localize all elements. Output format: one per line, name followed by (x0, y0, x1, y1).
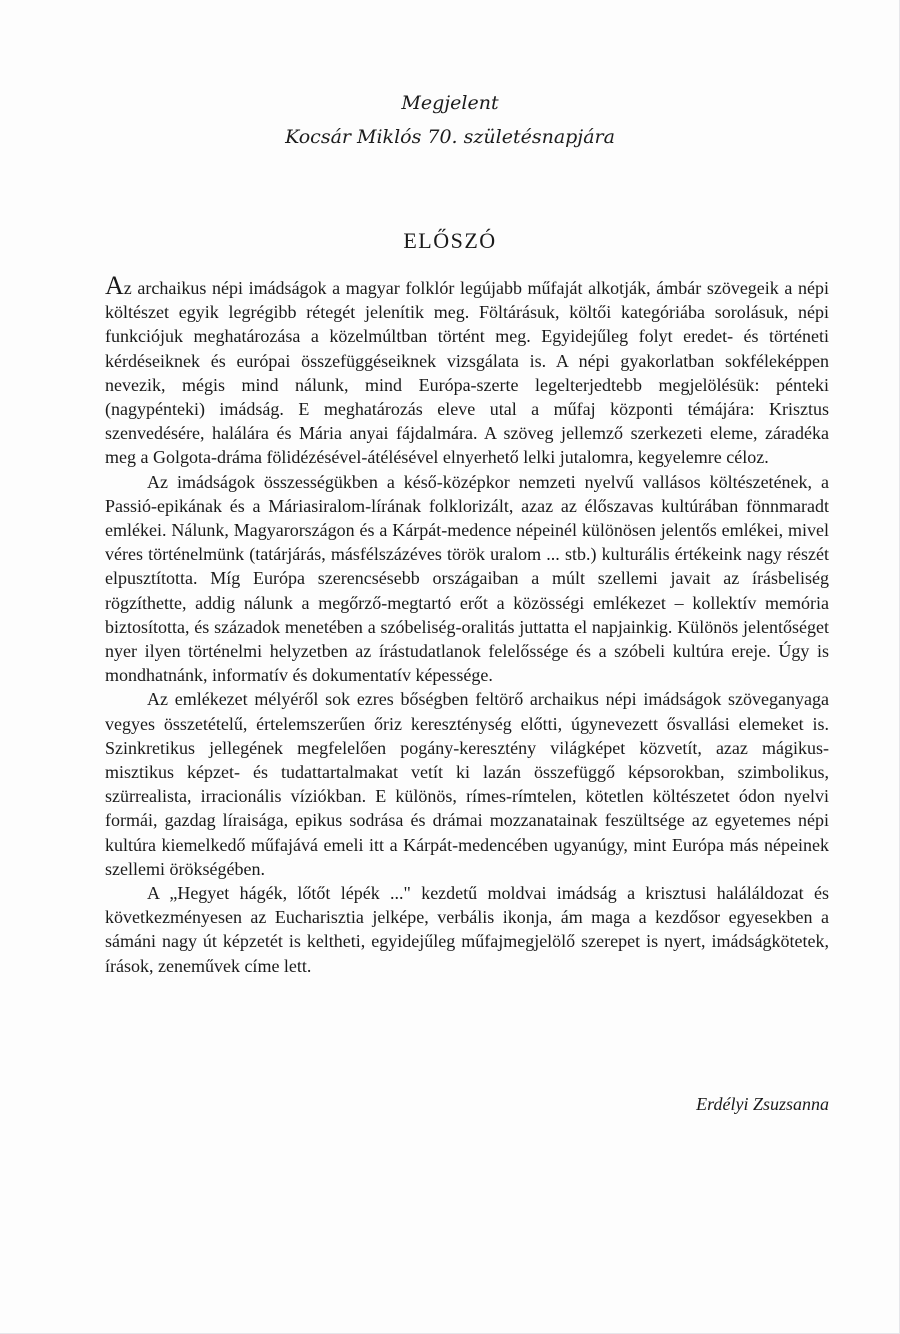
preface-body (105, 271, 829, 978)
paragraph-1 (105, 271, 829, 470)
dedication-line-1: Megjelent (401, 92, 499, 114)
dedication (0, 86, 900, 154)
dedication-line-2: Kocsár Miklós 70. születésnapjára (285, 126, 615, 148)
paragraph-2: Az imádságok összességükben a késő-középkor nemzeti nyelvű vallásos költészetének, a Passió-epikának és a Máriasiralom-lírának folklorizált, azaz az élőszavas kultúrában fönnmaradt emlékei. Nálunk, Magyarországon és a Kárpát-medence népeinél különösen jelentős emlékei, mivel véres történelmünk (tatárjárás, másfélszázéves török uralom ... stb.) kulturális értékeink nagy részét elpusztította. Míg Európa szerencsésebb országaiban a múlt szellemi javait az írásbeliség rögzíthette, addig nálunk a megőrző-megtartó erőt a közösségi emlékezet – kollektív memória biztosította, és századok menetében a szóbeliség-oralitás juttatta el napjainkig. Különös jelentőséget nyer ilyen történelmi helyzetben az írástudatlanok felelőssége és a szóbeli kultúra ereje. Úgy is mondhatnánk, informatív és dokumentatív képessége. (105, 471, 829, 686)
paragraph-1-text: z archaikus népi imádságok a magyar folklór legújabb műfaját alkotják, ámbár szövegeik a népi költészet egyik legrégibb rétegét jelenítik meg. Föltárásuk, költői kategóriába sorolásuk, népi funkciójuk meghatározása a közelmúltban történt meg. Egyidejűleg folyt eredet- és történeti kérdéseiknek és európai összefüggéseiknek vizsgálata is. A népi gyakorlatban sokféleképpen nevezik, mégis mind nálunk, mind Európa-szerte legelterjedtebb megjelölésük: pénteki (nagypénteki) imádság. E meghatározás eleve utal a műfaj központi témájára: Krisztus szenvedésére, halálára és Mária anyai fájdalmára. A szöveg jellemző szerkezeti eleme, záradéka meg a Golgota-dráma fölidézésével-átélésével elnyerhető lelki jutalomra, kegyelemre céloz. (105, 278, 829, 468)
author-signature: Erdélyi Zsuzsanna (696, 1094, 829, 1114)
paragraph-4: A „Hegyet hágék, lőtőt lépék ..." kezdetű moldvai imádság a krisztusi haláláldozat és következményesen az Eucharisztia jelképe, verbális ikonja, ám maga a kezdősor egyesekben a sámáni nagy út képzetét is keltheti, egyidejűleg műfajmegjelölő szerepet is nyert, imádságkötetek, írások, zeneművek címe lett. (105, 883, 829, 976)
preface-heading: ELŐSZÓ (403, 228, 497, 253)
initial-letter: A (105, 271, 124, 300)
paragraph-3: Az emlékezet mélyéről sok ezres bőségben feltörő archaikus népi imádságok szöveganyaga vegyes összetételű, értelemszerűen őriz kereszténység előtti, úgynevezett ősvallási elemeket is. Szinkretikus jellegének megfelelően pogány-keresztény világképet közvetít, azaz mágikus-misztikus képzet- és tudattartalmakat vetít ki lazán összefüggő képsorokban, szimbolikus, szürrealista, irracionális víziókban. E különös, rímes-rímtelen, kötetlen költészetet ódon nyelvi formái, gazdag líraisága, epikus sodrása és drámai mozzanatainak feszültsége az egyetemes népi kultúra kiemelkedő műfajává emeli itt a Kárpát-medencében ugyanúgy, mint Európa más népeinek szellemi örökségében. (105, 689, 829, 879)
